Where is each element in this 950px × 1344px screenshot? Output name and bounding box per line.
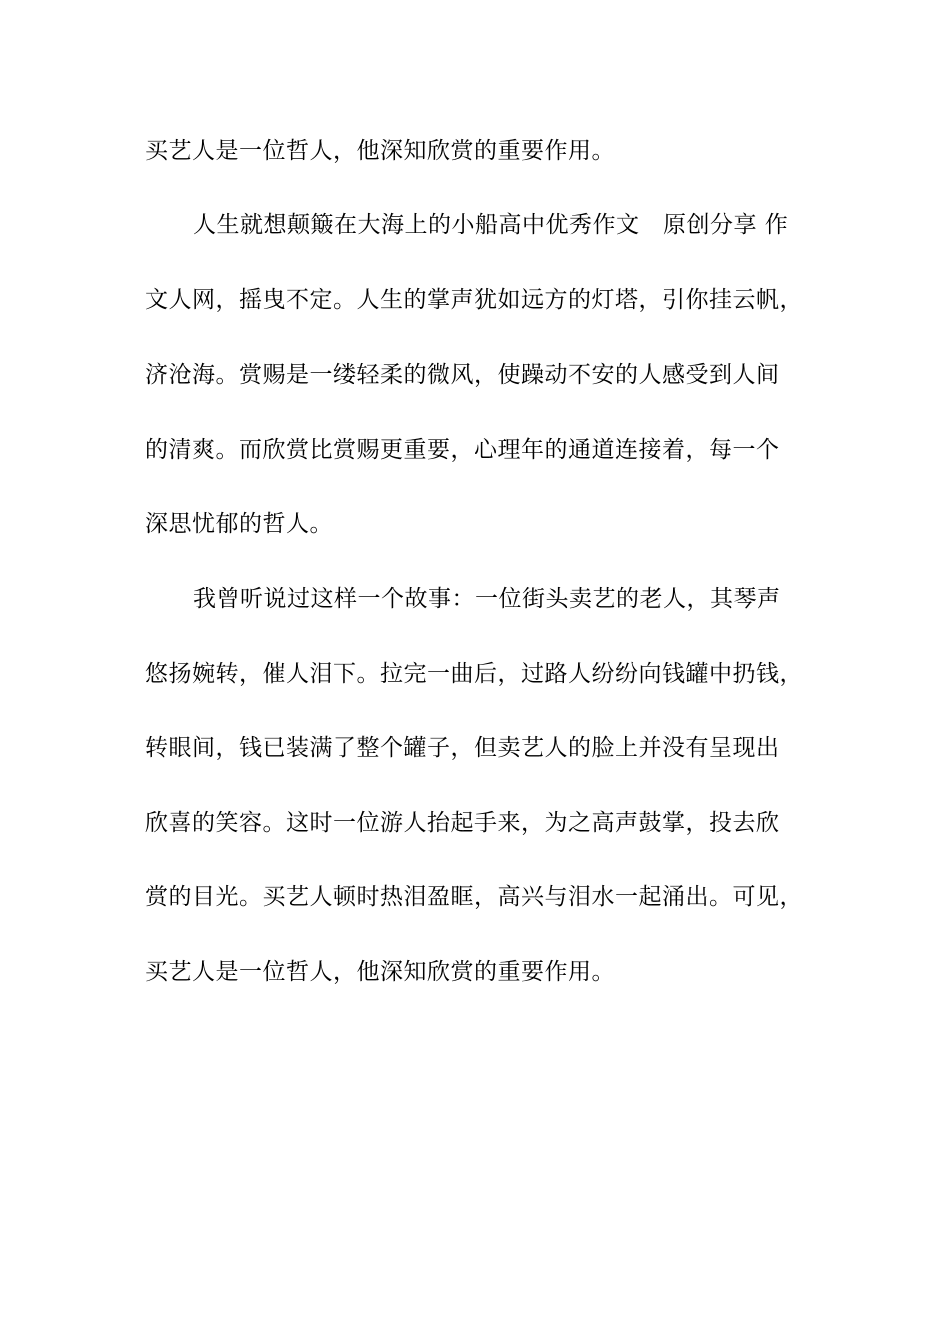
text-line-7: 我曾听说过这样一个故事：一位街头卖艺的老人，其琴声 <box>193 586 781 612</box>
text-line-8: 悠扬婉转，催人泪下。拉完一曲后，过路人纷纷向钱罐中扔钱， <box>145 661 803 687</box>
text-line-2: 人生就想颠簸在大海上的小船高中优秀作文 原创分享 作 <box>193 212 789 238</box>
text-line-12: 买艺人是一位哲人，他深知欣赏的重要作用。 <box>145 959 615 985</box>
text-line-1: 买艺人是一位哲人，他深知欣赏的重要作用。 <box>145 138 615 164</box>
text-line-9: 转眼间，钱已装满了整个罐子，但卖艺人的脸上并没有呈现出 <box>145 735 780 761</box>
text-line-3: 文人网，摇曳不定。人生的掌声犹如远方的灯塔，引你挂云帆， <box>145 287 803 313</box>
text-line-5: 的清爽。而欣赏比赏赐更重要，心理年的通道连接着，每一个 <box>145 437 780 463</box>
text-line-6: 深思忧郁的哲人。 <box>145 511 333 537</box>
text-line-4: 济沧海。赏赐是一缕轻柔的微风，使躁动不安的人感受到人间 <box>145 362 780 388</box>
text-line-10: 欣喜的笑容。这时一位游人抬起手来，为之高声鼓掌，投去欣 <box>145 810 780 836</box>
text-line-11: 赏的目光。买艺人顿时热泪盈眶，高兴与泪水一起涌出。可见， <box>145 884 803 910</box>
